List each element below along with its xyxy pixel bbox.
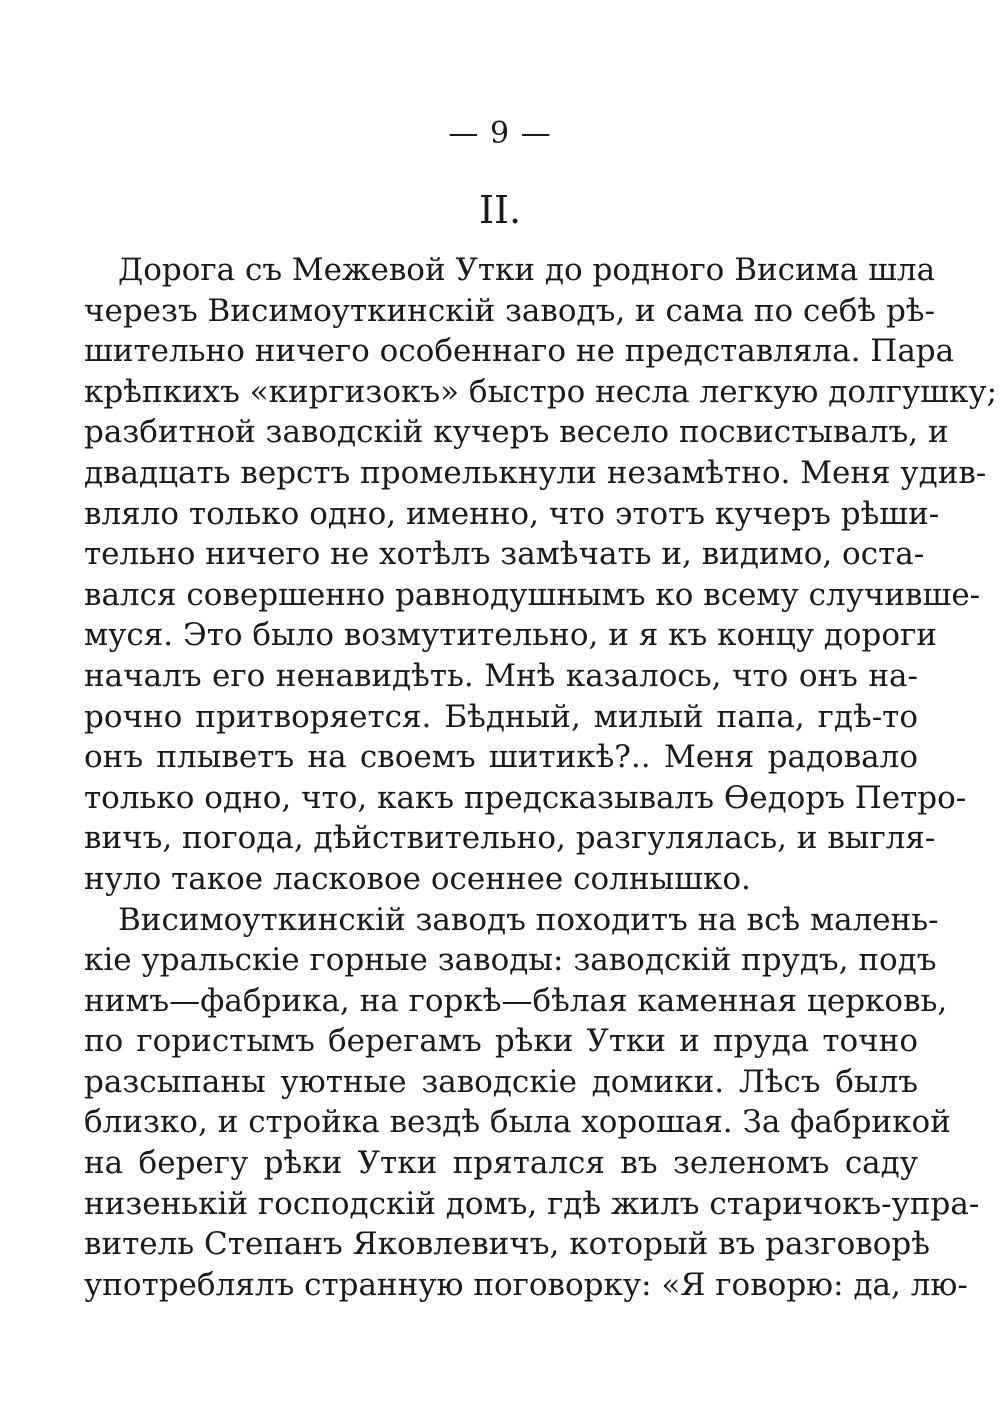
text-line: нимъ—фабрика, на горкѣ—бѣлая каменная церковь, xyxy=(84,982,948,1019)
text-line: кіе уральскіе горные заводы: заводскій прудъ, подъ xyxy=(84,942,937,979)
text-line: вался совершенно равнодушнымъ ко всему случивше- xyxy=(84,576,981,613)
text-line: шительно ничего особеннаго не представляла. Пара xyxy=(84,333,955,370)
text-line: разбитной заводскій кучеръ весело посвистывалъ, и xyxy=(84,414,949,451)
body-text xyxy=(84,250,998,1305)
text-line: вляло только одно, именно, что этотъ кучеръ рѣши- xyxy=(84,495,940,532)
text-line: по гористымъ берегамъ рѣки Утки и пруда точно xyxy=(84,1023,918,1060)
text-line: разсыпаны уютные заводскіе домики. Лѣсъ былъ xyxy=(84,1063,918,1100)
text-line: началъ его ненавидѣть. Мнѣ казалось, что онъ на- xyxy=(84,657,918,694)
text-line: только одно, что, какъ предсказывалъ Ѳедоръ Петро- xyxy=(84,779,967,816)
text-line: крѣпкихъ «киргизокъ» быстро несла легкую долгушку; xyxy=(84,373,998,410)
chapter-heading: II. xyxy=(478,188,522,232)
text-line: низенькій господскій домъ, гдѣ жилъ старичокъ-упра- xyxy=(84,1185,980,1222)
text-line: Висимоуткинскій заводъ походитъ на всѣ малень- xyxy=(118,901,939,938)
text-line: онъ плыветъ на своемъ шитикѣ?.. Меня радовало xyxy=(84,739,918,776)
text-line: муся. Это было возмутительно, и я къ концу дороги xyxy=(84,617,937,654)
text-line: Дорога съ Межевой Утки до родного Висима шла xyxy=(118,252,936,288)
text-line: нуло такое ласковое осеннее солнышко. xyxy=(84,860,751,897)
text-line: употреблялъ странную поговорку: «Я говорю: да, лю- xyxy=(84,1266,968,1303)
text-line: вичъ, погода, дѣйствительно, разгулялась, и выгля- xyxy=(84,820,936,857)
text-line: витель Степанъ Яковлевичъ, который въ разговорѣ xyxy=(84,1226,930,1263)
text-line: двадцать верстъ промелькнули незамѣтно. Меня удив- xyxy=(84,454,987,491)
text-line: близко, и стройка вездѣ была хорошая. За фабрикой xyxy=(84,1104,951,1141)
text-line: на берегу рѣки Утки прятался въ зеленомъ саду xyxy=(84,1145,918,1182)
text-line: черезъ Висимоуткинскій заводъ, и сама по себѣ рѣ- xyxy=(84,292,935,329)
text-line: тельно ничего не хотѣлъ замѣчать и, видимо, оста- xyxy=(84,536,925,573)
text-line: рочно притворяется. Бѣдный, милый папа, гдѣ-то xyxy=(84,698,918,735)
page-number: — 9 — xyxy=(448,116,552,151)
